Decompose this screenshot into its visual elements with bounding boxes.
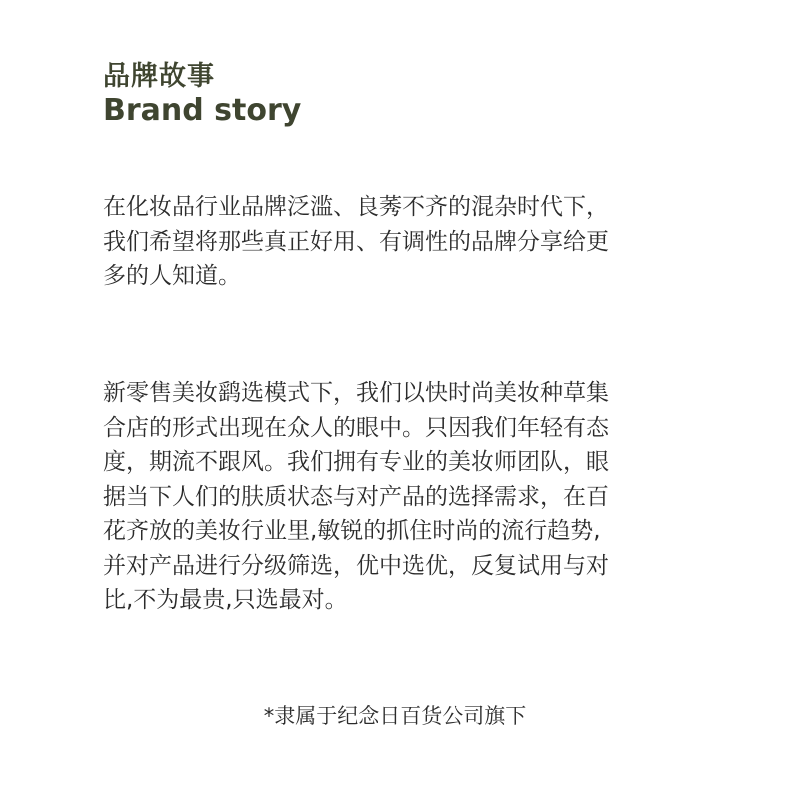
paragraph-line: 并对产品进行分级筛选，优中选优，反复试用与对 — [103, 552, 609, 579]
page-title-english: Brand story — [103, 93, 302, 128]
paragraph-line: 多的人知道。 — [103, 263, 241, 289]
paragraph-line: 据当下人们的肤质状态与对产品的选择需求，在百 — [103, 483, 609, 510]
paragraph-line: 比,不为最贵,只选最对。 — [103, 587, 348, 613]
page-title-chinese: 品牌故事 — [103, 61, 215, 92]
paragraph-line: 合店的形式出现在众人的眼中。只因我们年轻有态 — [103, 414, 609, 441]
paragraph-line: 花齐放的美妆行业里,敏锐的抓住时尚的流行趋势, — [103, 518, 601, 544]
paragraph-line: 新零售美妆鹞选模式下，我们以快时尚美妆种草集 — [103, 380, 609, 406]
footer-affiliation-note: *隶属于纪念日百货公司旗下 — [263, 704, 527, 728]
paragraph-line: 我们希望将那些真正好用、有调性的品牌分享给更 — [103, 228, 609, 255]
intro-paragraph — [103, 190, 703, 294]
paragraph-line: 度，期流不跟风。我们拥有专业的美妆师团队，眼 — [103, 449, 609, 475]
paragraph-line: 在化妆品行业品牌泛滥、良莠不齐的混杂时代下， — [103, 194, 609, 220]
body-paragraph — [103, 376, 703, 618]
